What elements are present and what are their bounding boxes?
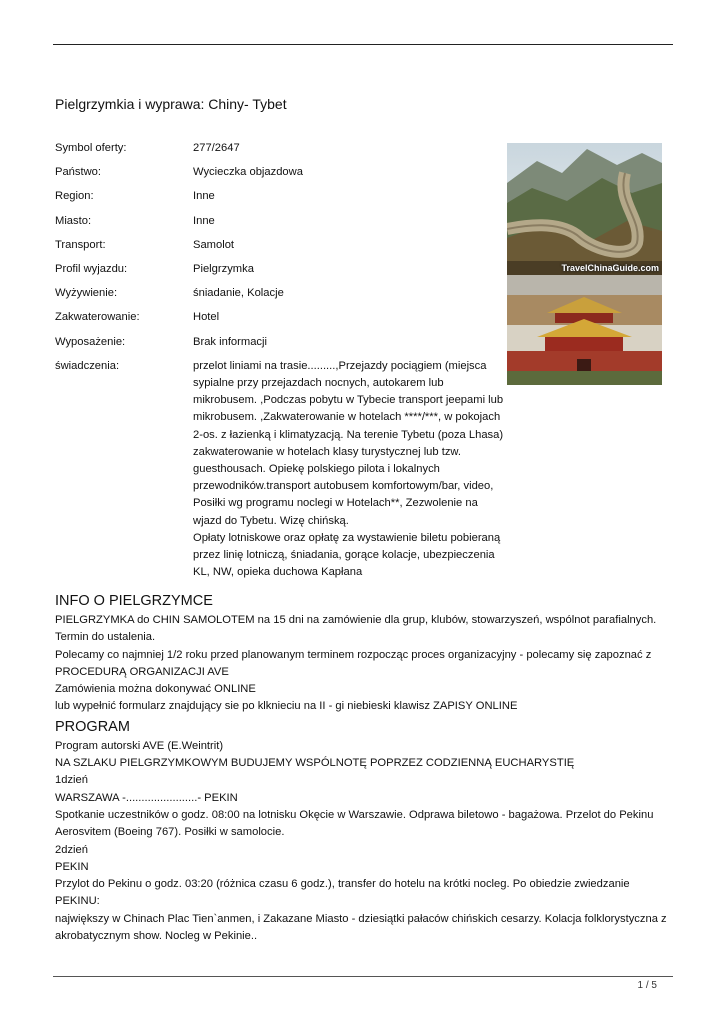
program-line: Program autorski AVE (E.Weintrit) [55,739,224,752]
services-value [193,358,505,582]
program-line: Spotkanie uczestników o godz. 08:00 na lotnisku Okęcie w Warszawie. Odprawa biletowo - bagażowa. Przelot do Pekinu [55,808,654,821]
spec-value: Samolot [193,238,235,251]
services-line: zakwaterowanie w hotelach klasy turystycznej lub tzw. [193,445,461,458]
spec-value: Inne [193,214,215,227]
offer-spec-table [55,140,505,588]
info-line: Zamówienia można dokonywać ONLINE [55,683,256,696]
bottom-rule [53,976,673,977]
spec-label: Wyżywienie: [55,287,118,300]
program-line: Aerosvitem (Boeing 767). Posiłki w samolocie. [55,826,285,839]
spec-row [55,164,505,181]
services-row [55,358,505,582]
spec-row [55,237,505,254]
spec-row [55,188,505,205]
top-rule [53,44,673,45]
services-line: przelot liniami na trasie.........,Przejazdy pociągiem (miejsca [193,359,487,372]
spec-label: Symbol oferty: [55,142,127,154]
spec-value: Pielgrzymka [193,263,254,276]
services-line: wjazd do Tybetu. Wizę chińską. [193,514,349,527]
spec-label: Miasto: [55,214,92,227]
services-line: przewodników.transport autobusem komfortowym/bar, video, [193,480,494,493]
services-line: mikrobusem. ,Podczas pobytu w Tybecie transport jeepami lub [193,394,504,407]
program-line: 2dzień [55,843,88,856]
spec-row [55,285,505,302]
services-line: przez linię lotniczą, śniadania, gorące kolacje, ubezpieczenia [193,549,495,562]
spec-row [55,334,505,351]
services-line: guesthousach. Opiekę polskiego pilota i lokalnych [193,463,440,476]
services-line: 2-os. z łazienką i klimatyzacją. Na terenie Tybetu (poza Lhasa) [193,428,504,441]
photo-caption: TravelChinaGuide.com [561,263,659,273]
spec-label: Region: [55,190,94,203]
services-line: KL, NW, opieka duchowa Kapłana [193,566,363,579]
services-label: świadczenia: [55,359,120,372]
spec-label: Wyposażenie: [55,335,126,348]
info-line: PIELGRZYMKA do CHIN SAMOLOTEM na 15 dni na zamówienie dla grup, klubów, stowarzyszeń, wspólnot parafialnych. [55,614,657,626]
page-title: Pielgrzymkia i wyprawa: Chiny- Tybet [55,96,287,112]
info-line: PROCEDURĄ ORGANIZACJI AVE [55,665,229,678]
spec-value: Hotel [193,311,220,324]
program-line: akrobatycznym show. Nocleg w Pekinie.. [55,930,258,943]
spec-value: śniadanie, Kolacje [193,287,284,300]
program-line: Przylot do Pekinu o godz. 03:20 (różnica czasu 6 godz.), transfer do hotelu na krótki nocleg. Po obiedzie zwiedzanie PEKINU: [55,878,630,908]
spec-label: Transport: [55,238,106,251]
program-line: PEKIN [55,860,89,873]
page-number: 1 / 5 [637,980,657,991]
program-line: największy w Chinach Plac Tien`anmen, i Zakazane Miasto - dziesiątki pałaców chińskich cesarzy. Kolacja folklorystyczna z [55,912,667,925]
program-heading: PROGRAM [55,718,130,735]
services-line: mikrobusem. ,Zakwaterowanie w hotelach ****/***, w pokojach [193,411,501,424]
program-line: 1dzień [55,774,88,787]
main-text [55,590,675,945]
spec-value: Wycieczka objazdowa [193,166,303,179]
services-line: Posiłki wg programu noclegi w Hotelach**, Zezwolenie na [193,497,478,510]
program-line: WARSZAWA -.......................- PEKIN [55,791,238,804]
services-line: Opłaty lotniskowe oraz opłatę za wystawienie biletu pobieraną [193,531,501,544]
info-line: Polecamy co najmniej 1/2 roku przed planowanym terminem rozpocząc proces organizacyjny - polecamy się zapoznać z [55,648,652,661]
services-line: sypialne przy przejazdach nocnych, autokarem lub [193,377,444,390]
spec-label: Państwo: [55,166,102,179]
photo-column [507,143,662,385]
great-wall-photo [507,143,662,275]
spec-label: Profil wyjazdu: [55,263,128,276]
program-line: NA SZLAKU PIELGRZYMKOWYM BUDUJEMY WSPÓLNOTĘ POPRZEZ CODZIENNĄ EUCHARYSTIĘ [55,757,575,770]
spec-row [55,309,505,326]
spec-row [55,261,505,278]
spec-value: Brak informacji [193,335,267,348]
info-line: lub wypełnić formularz znajdujący sie po klknieciu na II - gi niebieski klawisz ZAPISY ONLINE [55,700,518,713]
info-line: Termin do ustalenia. [55,631,156,644]
forbidden-city-photo [507,275,662,385]
spec-value: 277/2647 [193,142,240,154]
spec-value: Inne [193,190,215,203]
spec-row [55,140,505,157]
spec-label: Zakwaterowanie: [55,311,140,324]
spec-row [55,213,505,230]
info-heading: INFO O PIELGRZYMCE [55,593,213,609]
